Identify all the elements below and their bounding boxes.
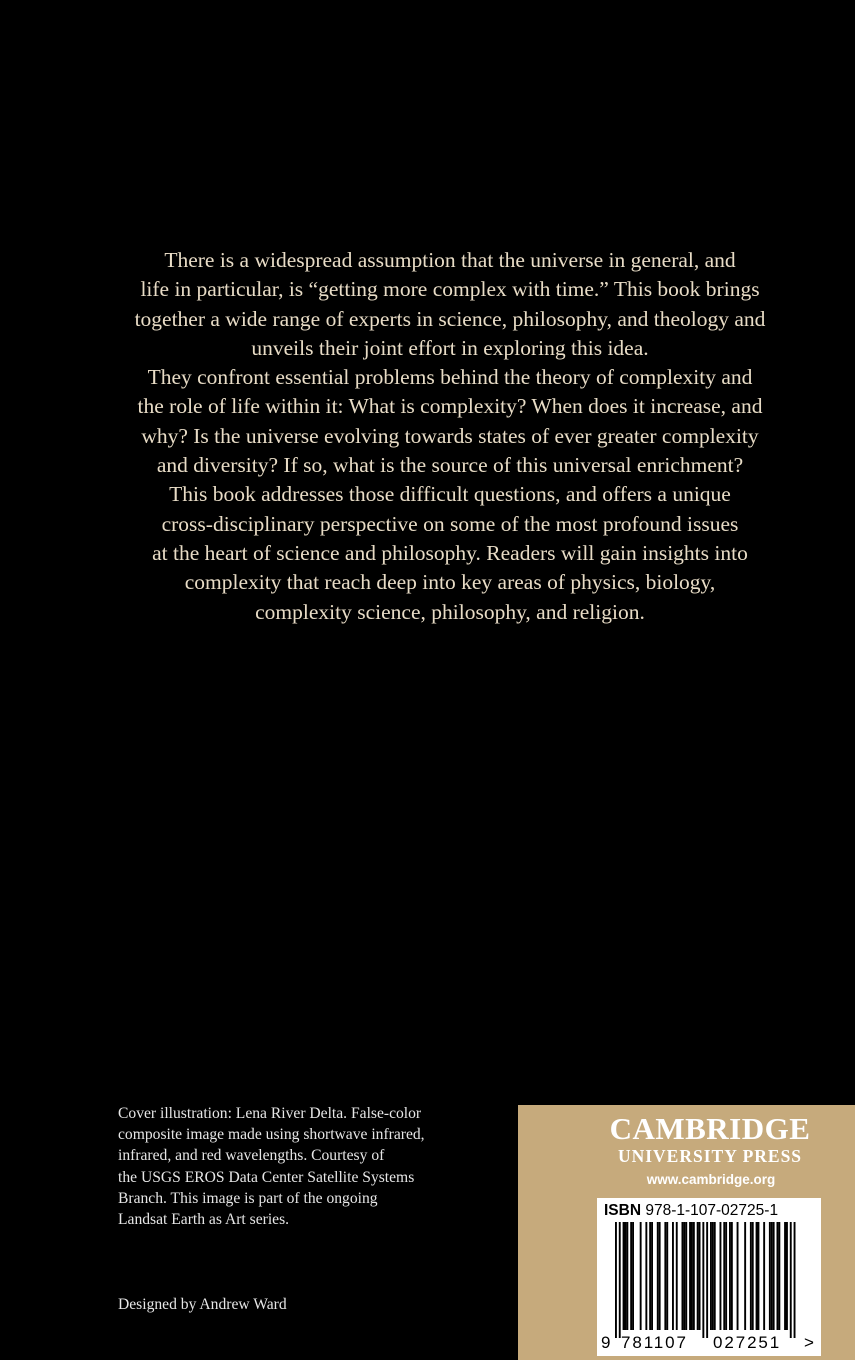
barcode-bar (623, 1222, 625, 1330)
blurb-line: and diversity? If so, what is the source of this universal enrichment? (156, 453, 744, 478)
blurb-line: unveils their joint effort in exploring this idea. (251, 335, 649, 360)
publisher-logo-name: CAMBRIDGE (609, 1111, 811, 1146)
credit-line: Branch. This image is part of the ongoing (118, 1189, 378, 1207)
barcode-bar (777, 1222, 779, 1330)
barcode-bar (725, 1222, 727, 1330)
barcode-bar (626, 1222, 628, 1330)
barcode-bar (699, 1222, 701, 1330)
blurb-line: complexity that reach deep into key areas of physics, biology, (184, 570, 716, 595)
barcode-bar (702, 1222, 704, 1338)
credit-line: Cover illustration: Lena River Delta. False-color (118, 1105, 422, 1122)
isbn-number: 978-1-107-02725-1 (645, 1202, 779, 1219)
barcode-bar (666, 1222, 668, 1330)
barcode-bar (763, 1222, 765, 1330)
blurb-line: They confront essential problems behind the theory of complexity and (147, 365, 753, 390)
blurb-line: There is a widespread assumption that the universe in general, and (164, 248, 736, 272)
barcode-bar (771, 1222, 773, 1330)
credit-line: Landsat Earth as Art series. (118, 1211, 290, 1229)
barcode-bar (691, 1222, 693, 1330)
barcode-bar (632, 1222, 634, 1330)
blurb-line: This book addresses those difficult questions, and offers a unique (169, 482, 731, 507)
barcode-bar (693, 1222, 695, 1330)
designer-credit: Designed by Andrew Ward (118, 1296, 287, 1313)
publisher-logo-subtitle: UNIVERSITY PRESS (617, 1146, 803, 1166)
credit-line: the USGS EROS Data Center Satellite Systems (118, 1168, 415, 1186)
barcode-bar (794, 1222, 796, 1338)
barcode-bar (773, 1222, 775, 1330)
barcode-bar (697, 1222, 699, 1330)
barcode-bar (676, 1222, 678, 1330)
barcode-bar (672, 1222, 674, 1330)
blurb-line: the role of life within it: What is complexity? When does it increase, and (137, 394, 763, 419)
isbn-barcode (597, 1198, 821, 1356)
barcode-bar (649, 1222, 651, 1330)
barcode-bar (659, 1222, 661, 1330)
barcode-bar (615, 1222, 617, 1338)
barcode-left-group: 781107 (621, 1333, 688, 1352)
barcode-bar (682, 1222, 684, 1330)
barcode-bar (786, 1222, 788, 1330)
barcode-bar (731, 1222, 733, 1330)
credit-line: infrared, and red wavelengths. Courtesy of (118, 1147, 385, 1165)
barcode-bar (750, 1222, 752, 1330)
barcode-bars (597, 1198, 821, 1338)
barcode-bar (710, 1222, 712, 1330)
blurb-line: cross-disciplinary perspective on some of the most profound issues (161, 511, 739, 536)
barcode-bar (640, 1222, 642, 1330)
barcode-bar (712, 1222, 714, 1330)
barcode-bar (625, 1222, 627, 1330)
barcode-bar (689, 1222, 691, 1330)
barcode-bar (784, 1222, 786, 1330)
barcode-bar (744, 1222, 746, 1330)
barcode-lead-digit: 9 (601, 1333, 611, 1352)
cover-illustration-credit (118, 1103, 508, 1230)
publisher-panel (518, 1105, 855, 1360)
barcode-end-mark: > (804, 1333, 814, 1352)
blurb-line: complexity science, philosophy, and religion. (255, 599, 645, 624)
barcode-bar (790, 1222, 792, 1338)
barcode-bar (737, 1222, 739, 1330)
barcode-bar (729, 1222, 731, 1330)
barcode-right-group: 027251 (713, 1333, 782, 1352)
barcode-bar (758, 1222, 760, 1330)
barcode-bar (756, 1222, 758, 1330)
barcode-bar (752, 1222, 754, 1330)
barcode-bar (664, 1222, 666, 1330)
blurb-line: life in particular, is “getting more complex with time.” This book brings (140, 277, 760, 302)
barcode-bar (723, 1222, 725, 1330)
barcode-bar (657, 1222, 659, 1330)
barcode-bar (683, 1222, 685, 1330)
credit-line: composite image made using shortwave infrared, (118, 1126, 425, 1144)
blurb-line: at the heart of science and philosophy. Readers will gain insights into (152, 540, 748, 565)
back-cover-blurb (100, 246, 800, 627)
isbn-label: ISBN (604, 1202, 642, 1219)
barcode-bar (769, 1222, 771, 1330)
barcode-bar (714, 1222, 716, 1330)
barcode-bar (685, 1222, 687, 1330)
publisher-url: www.cambridge.org (646, 1172, 776, 1187)
blurb-line: why? Is the universe evolving towards states of ever greater complexity (141, 423, 759, 448)
barcode-bar (778, 1222, 780, 1330)
barcode-bar (619, 1222, 621, 1338)
barcode-bar (651, 1222, 653, 1330)
barcode-bar (645, 1222, 647, 1330)
blurb-line: together a wide range of experts in science, philosophy, and theology and (134, 306, 766, 331)
barcode-bar (720, 1222, 722, 1330)
barcode-bar (706, 1222, 708, 1338)
barcode-bar (630, 1222, 632, 1330)
